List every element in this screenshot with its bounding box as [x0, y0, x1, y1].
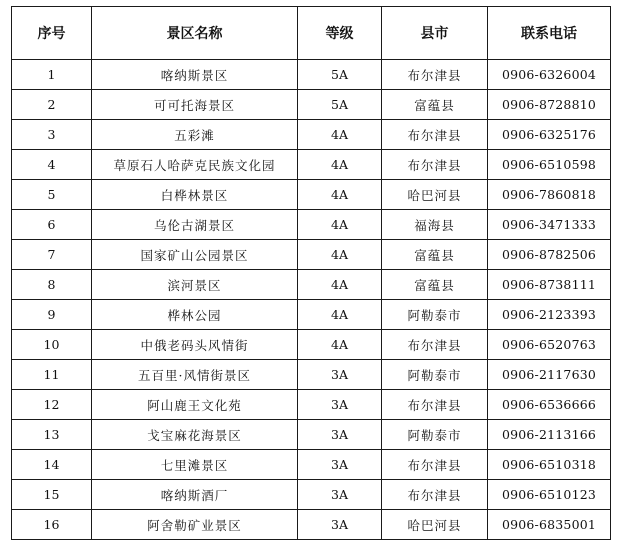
cell-level: 4A	[298, 210, 382, 240]
cell-seq: 14	[12, 450, 92, 480]
cell-scenic-name: 可可托海景区	[92, 90, 298, 120]
cell-county: 富蕴县	[382, 90, 488, 120]
cell-seq: 7	[12, 240, 92, 270]
cell-scenic-name: 喀纳斯酒厂	[92, 480, 298, 510]
cell-phone: 0906-2117630	[488, 360, 611, 390]
table-row	[12, 90, 611, 120]
cell-seq: 13	[12, 420, 92, 450]
cell-county: 富蕴县	[382, 270, 488, 300]
table-row	[12, 510, 611, 540]
table-row	[12, 390, 611, 420]
cell-phone: 0906-6326004	[488, 60, 611, 90]
cell-level: 3A	[298, 450, 382, 480]
cell-seq: 15	[12, 480, 92, 510]
cell-phone: 0906-6835001	[488, 510, 611, 540]
header-name: 景区名称	[92, 7, 298, 60]
table-row	[12, 300, 611, 330]
cell-seq: 9	[12, 300, 92, 330]
cell-level: 3A	[298, 480, 382, 510]
table-row	[12, 60, 611, 90]
cell-seq: 10	[12, 330, 92, 360]
table-row	[12, 360, 611, 390]
table-row	[12, 420, 611, 450]
cell-county: 布尔津县	[382, 390, 488, 420]
cell-seq: 8	[12, 270, 92, 300]
cell-phone: 0906-6510318	[488, 450, 611, 480]
cell-county: 布尔津县	[382, 480, 488, 510]
cell-county: 阿勒泰市	[382, 360, 488, 390]
cell-level: 4A	[298, 330, 382, 360]
cell-phone: 0906-6325176	[488, 120, 611, 150]
cell-scenic-name: 中俄老码头风情街	[92, 330, 298, 360]
cell-phone: 0906-3471333	[488, 210, 611, 240]
header-seq: 序号	[12, 7, 92, 60]
cell-level: 5A	[298, 60, 382, 90]
table-row	[12, 240, 611, 270]
cell-phone: 0906-6536666	[488, 390, 611, 420]
cell-scenic-name: 五百里·风情街景区	[92, 360, 298, 390]
cell-phone: 0906-6510598	[488, 150, 611, 180]
cell-level: 3A	[298, 510, 382, 540]
cell-phone: 0906-2123393	[488, 300, 611, 330]
cell-county: 哈巴河县	[382, 180, 488, 210]
cell-scenic-name: 桦林公园	[92, 300, 298, 330]
cell-county: 哈巴河县	[382, 510, 488, 540]
cell-level: 5A	[298, 90, 382, 120]
table-row	[12, 210, 611, 240]
table-body	[12, 60, 611, 540]
cell-county: 阿勒泰市	[382, 300, 488, 330]
cell-level: 4A	[298, 120, 382, 150]
cell-level: 4A	[298, 180, 382, 210]
cell-phone: 0906-8782506	[488, 240, 611, 270]
cell-seq: 12	[12, 390, 92, 420]
cell-scenic-name: 五彩滩	[92, 120, 298, 150]
table-row	[12, 270, 611, 300]
table-row	[12, 450, 611, 480]
cell-seq: 16	[12, 510, 92, 540]
header-level: 等级	[298, 7, 382, 60]
cell-county: 布尔津县	[382, 120, 488, 150]
cell-seq: 5	[12, 180, 92, 210]
table-row	[12, 180, 611, 210]
cell-county: 阿勒泰市	[382, 420, 488, 450]
cell-scenic-name: 七里滩景区	[92, 450, 298, 480]
cell-seq: 2	[12, 90, 92, 120]
cell-level: 3A	[298, 420, 382, 450]
cell-level: 4A	[298, 240, 382, 270]
table-row	[12, 120, 611, 150]
table-row	[12, 330, 611, 360]
cell-seq: 6	[12, 210, 92, 240]
cell-scenic-name: 滨河景区	[92, 270, 298, 300]
cell-scenic-name: 阿山鹿王文化苑	[92, 390, 298, 420]
cell-level: 4A	[298, 270, 382, 300]
cell-phone: 0906-7860818	[488, 180, 611, 210]
cell-seq: 3	[12, 120, 92, 150]
cell-scenic-name: 喀纳斯景区	[92, 60, 298, 90]
cell-level: 3A	[298, 390, 382, 420]
cell-phone: 0906-6510123	[488, 480, 611, 510]
cell-level: 3A	[298, 360, 382, 390]
cell-phone: 0906-8738111	[488, 270, 611, 300]
table-row	[12, 480, 611, 510]
cell-scenic-name: 阿舍勒矿业景区	[92, 510, 298, 540]
cell-seq: 4	[12, 150, 92, 180]
cell-phone: 0906-2113166	[488, 420, 611, 450]
header-county: 县市	[382, 7, 488, 60]
scenic-spots-table	[11, 6, 611, 540]
table-header-row	[12, 7, 611, 60]
cell-county: 布尔津县	[382, 150, 488, 180]
cell-county: 福海县	[382, 210, 488, 240]
cell-phone: 0906-8728810	[488, 90, 611, 120]
cell-phone: 0906-6520763	[488, 330, 611, 360]
cell-scenic-name: 草原石人哈萨克民族文化园	[92, 150, 298, 180]
cell-level: 4A	[298, 300, 382, 330]
header-phone: 联系电话	[488, 7, 611, 60]
cell-scenic-name: 国家矿山公园景区	[92, 240, 298, 270]
cell-county: 布尔津县	[382, 450, 488, 480]
table-row	[12, 150, 611, 180]
cell-county: 布尔津县	[382, 60, 488, 90]
cell-scenic-name: 白桦林景区	[92, 180, 298, 210]
cell-scenic-name: 乌伦古湖景区	[92, 210, 298, 240]
cell-scenic-name: 戈宝麻花海景区	[92, 420, 298, 450]
cell-seq: 11	[12, 360, 92, 390]
cell-level: 4A	[298, 150, 382, 180]
cell-county: 布尔津县	[382, 330, 488, 360]
cell-county: 富蕴县	[382, 240, 488, 270]
cell-seq: 1	[12, 60, 92, 90]
